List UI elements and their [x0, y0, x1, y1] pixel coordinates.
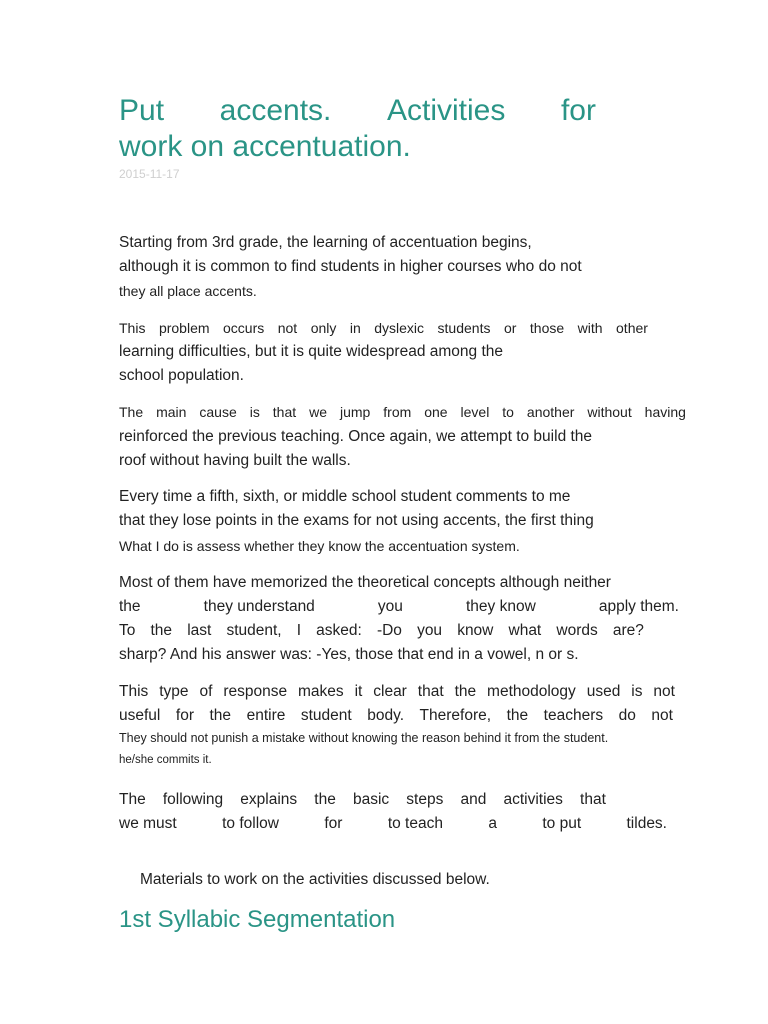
word: of	[199, 683, 213, 700]
word: that	[417, 683, 444, 700]
page-title-line-2: work on accentuation.	[119, 130, 411, 163]
paragraph-1-line-1: Starting from 3rd grade, the learning of accentuation begins,	[119, 234, 532, 251]
word: to put	[542, 815, 582, 832]
word: problem	[158, 320, 210, 336]
title-word: for	[560, 94, 596, 127]
paragraph-7-line-1	[119, 790, 606, 810]
word: from	[383, 404, 412, 420]
word: you	[377, 598, 403, 615]
word: a	[488, 815, 497, 832]
word: steps	[406, 791, 444, 808]
word: entire	[246, 707, 286, 724]
word: activities	[503, 791, 563, 808]
word: basic	[352, 791, 390, 808]
word: in	[349, 320, 361, 336]
paragraph-2-line-3: school population.	[119, 367, 244, 384]
word: not	[651, 707, 673, 724]
word: response	[223, 683, 288, 700]
paragraph-5-line-1: Most of them have memorized the theoretical concepts although neither	[119, 574, 611, 591]
title-word: Activities	[386, 94, 506, 127]
paragraph-4-line-3: What I do is assess whether they know the accentuation system.	[119, 538, 520, 554]
paragraph-5-line-3	[119, 621, 644, 641]
word: asked:	[316, 622, 362, 639]
paragraph-6-line-2	[119, 706, 673, 726]
paragraph-1-line-3: they all place accents.	[119, 283, 257, 299]
word: student,	[226, 622, 282, 639]
word: having	[644, 404, 686, 420]
word: dyslexic	[374, 320, 425, 336]
paragraph-3-line-2: reinforced the previous teaching. Once again, we attempt to build the	[119, 428, 593, 445]
word: the	[506, 707, 529, 724]
word: following	[162, 791, 224, 808]
word: without	[587, 404, 632, 420]
word: tildes.	[626, 815, 667, 832]
word: it	[354, 683, 363, 700]
title-word: accents.	[219, 94, 332, 127]
word: methodology	[487, 683, 576, 700]
paragraph-4-line-2: that they lose points in the exams for not using accents, the first thing	[119, 512, 594, 529]
word: another	[526, 404, 575, 420]
paragraph-6-line-3: They should not punish a mistake without knowing the reason behind it from the student.	[119, 731, 609, 745]
word: The	[119, 791, 146, 808]
word: not	[653, 683, 675, 700]
page-title-line-1	[119, 93, 596, 129]
word: cause	[199, 404, 237, 420]
word: are?	[612, 622, 644, 639]
paragraph-3-line-1	[119, 402, 686, 422]
word: jump	[339, 404, 371, 420]
word: the	[209, 707, 232, 724]
word: and	[460, 791, 487, 808]
paragraph-6-line-4: he/she commits it.	[119, 754, 212, 766]
word: know	[457, 622, 494, 639]
paragraph-1-line-2: although it is common to find students in higher courses who do not	[119, 258, 582, 275]
publish-date: 2015-11-17	[119, 167, 180, 181]
title-word: Put	[119, 94, 165, 127]
word: used	[586, 683, 621, 700]
word: to	[502, 404, 514, 420]
word: makes	[298, 683, 344, 700]
word: they know	[465, 598, 536, 615]
word: the	[454, 683, 477, 700]
word: words	[556, 622, 598, 639]
word: This	[119, 320, 146, 336]
word: clear	[373, 683, 407, 700]
word: to teach	[387, 815, 443, 832]
word: is	[631, 683, 643, 700]
word: Therefore,	[419, 707, 492, 724]
paragraph-3-line-3: roof without having built the walls.	[119, 452, 351, 469]
word: the	[150, 622, 173, 639]
word: the	[119, 598, 141, 615]
word: for	[175, 707, 194, 724]
word: useful	[119, 707, 161, 724]
word: for	[324, 815, 343, 832]
word: not	[277, 320, 298, 336]
word: only	[310, 320, 337, 336]
word: one	[424, 404, 448, 420]
word: they understand	[203, 598, 315, 615]
word: those	[529, 320, 565, 336]
word: apply them.	[598, 598, 679, 615]
word: with	[577, 320, 603, 336]
word: what	[508, 622, 542, 639]
word: is	[249, 404, 260, 420]
word: that	[272, 404, 297, 420]
word: students	[437, 320, 491, 336]
word: you	[417, 622, 443, 639]
word: teachers	[543, 707, 604, 724]
word: The	[119, 404, 144, 420]
word: This	[119, 683, 149, 700]
paragraph-7-line-2	[119, 814, 667, 834]
word: occurs	[223, 320, 265, 336]
paragraph-6-line-1	[119, 682, 675, 702]
paragraph-5-line-4: sharp? And his answer was: -Yes, those that end in a vowel, n or s.	[119, 646, 579, 663]
word: explains	[240, 791, 298, 808]
word: do	[618, 707, 636, 724]
word: to follow	[222, 815, 279, 832]
word: I	[296, 622, 302, 639]
word: that	[580, 791, 606, 808]
word: body.	[367, 707, 405, 724]
materials-note: Materials to work on the activities discussed below.	[140, 871, 490, 888]
paragraph-4-line-1: Every time a fifth, sixth, or middle school student comments to me	[119, 488, 571, 505]
word: level	[460, 404, 490, 420]
word: To	[119, 622, 136, 639]
section-heading: 1st Syllabic Segmentation	[119, 906, 396, 933]
word: type	[159, 683, 189, 700]
word: the	[314, 791, 336, 808]
word: we	[309, 404, 327, 420]
word: last	[187, 622, 212, 639]
word: main	[156, 404, 187, 420]
word: other	[616, 320, 648, 336]
word: or	[503, 320, 517, 336]
word: student	[300, 707, 352, 724]
word: we must	[119, 815, 177, 832]
word: -Do	[376, 622, 402, 639]
paragraph-5-line-2	[119, 597, 679, 617]
paragraph-2-line-1	[119, 318, 648, 338]
paragraph-2-line-2: learning difficulties, but it is quite widespread among the	[119, 343, 503, 360]
